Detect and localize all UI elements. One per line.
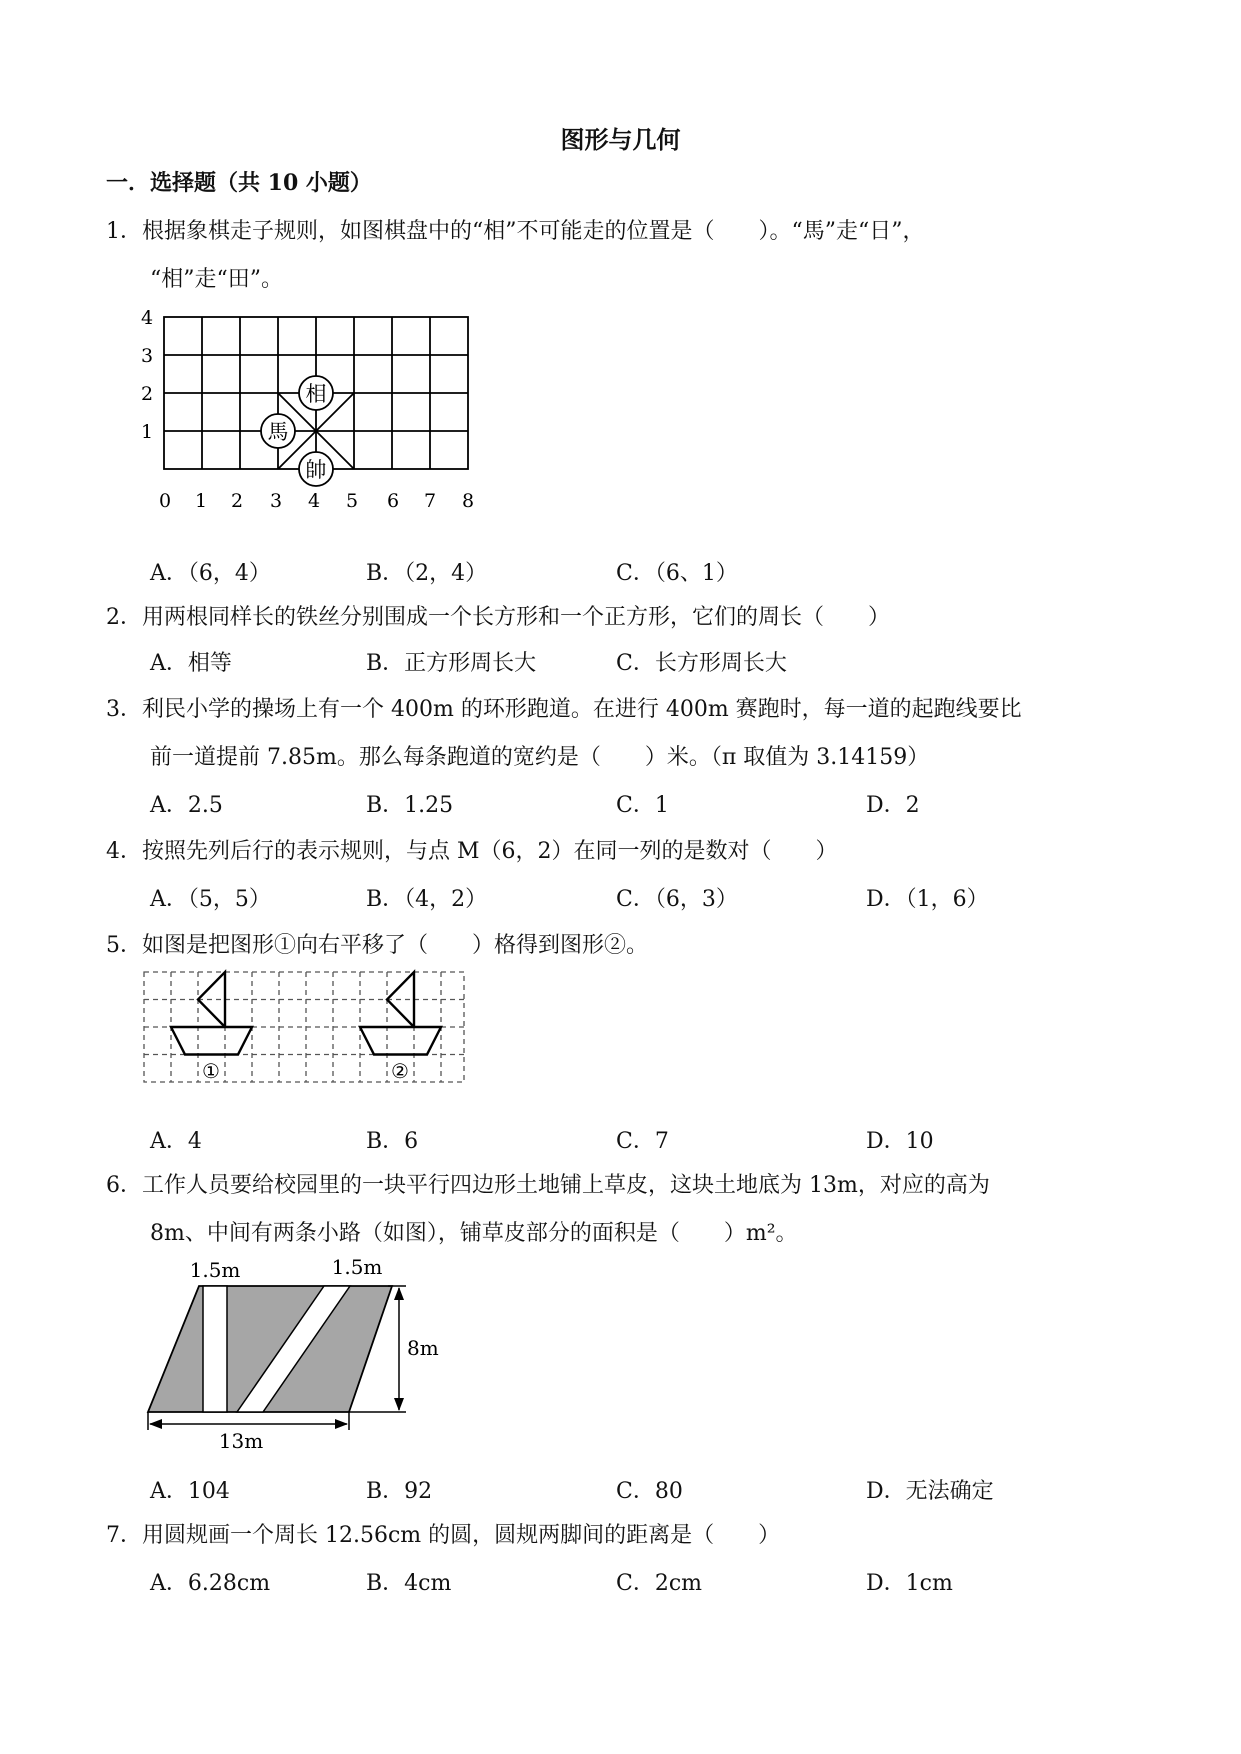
x-tick: 7: [423, 490, 437, 512]
label-path-width-2: 1.5m: [331, 1255, 383, 1279]
option-d[interactable]: D．无法确定: [866, 1479, 994, 1504]
x-tick: 5: [345, 490, 359, 512]
option-d[interactable]: D．（1，6）: [866, 887, 989, 912]
page-title: 图形与几何: [560, 125, 681, 154]
shape-1: [171, 972, 252, 1055]
svg-text:馬: 馬: [267, 420, 289, 444]
option-b[interactable]: B．正方形周长大: [366, 651, 537, 676]
option-a[interactable]: A．（6，4）: [150, 561, 271, 586]
label-path-width-1: 1.5m: [189, 1258, 241, 1282]
x-tick: 1: [194, 490, 208, 512]
question-text: 2．用两根同样长的铁丝分别围成一个长方形和一个正方形，它们的周长（ ）: [106, 605, 890, 630]
label-shape-1: ①: [202, 1059, 220, 1083]
option-b[interactable]: B．1.25: [366, 793, 454, 818]
x-tick: 4: [307, 490, 321, 512]
option-a[interactable]: A．104: [150, 1479, 230, 1504]
translation-figure: [140, 968, 470, 1086]
question-text-cont: 8m、中间有两条小路（如图），铺草皮部分的面积是（ ）m²。: [150, 1221, 798, 1246]
option-a[interactable]: A．相等: [150, 651, 232, 676]
piece-ma: [261, 414, 295, 448]
label-shape-2: ②: [391, 1059, 409, 1083]
question-text: 1．根据象棋走子规则，如图棋盘中的“相”不可能走的位置是（ ）。“馬”走“日”，: [106, 219, 925, 244]
option-b[interactable]: B．6: [366, 1129, 419, 1154]
chess-board-figure: [128, 300, 488, 520]
x-tick: 0: [158, 490, 172, 512]
question-text: 4．按照先列后行的表示规则，与点 M（6，2）在同一列的是数对（ ）: [106, 839, 838, 864]
label-base: 13m: [218, 1429, 264, 1450]
option-c[interactable]: C．7: [616, 1129, 669, 1154]
y-tick: 4: [141, 307, 154, 329]
x-tick: 6: [386, 490, 400, 512]
question-text-cont: 前一道提前 7.85m。那么每条跑道的宽约是（ ）米。（π 取值为 3.14159）: [150, 745, 930, 770]
option-a[interactable]: A．6.28cm: [150, 1571, 271, 1596]
y-tick: 3: [141, 345, 154, 367]
option-d[interactable]: D．2: [866, 793, 920, 818]
option-b[interactable]: B．（2，4）: [366, 561, 488, 586]
option-a[interactable]: A．（5，5）: [150, 887, 271, 912]
y-tick: 1: [141, 421, 154, 443]
option-c[interactable]: C．80: [616, 1479, 683, 1504]
piece-shuai: [299, 452, 333, 486]
question-text-cont: “相”走“田”。: [150, 267, 283, 292]
option-c[interactable]: C．长方形周长大: [616, 651, 787, 676]
label-height: 8m: [407, 1336, 439, 1360]
option-c[interactable]: C．（6、1）: [616, 561, 738, 586]
y-tick: 2: [141, 383, 154, 405]
svg-text:帥: 帥: [305, 458, 327, 482]
x-tick: 8: [461, 490, 475, 512]
section-heading: 一．选择题（共 10 小题）: [106, 170, 372, 196]
question-text: 7．用圆规画一个周长 12.56cm 的圆，圆规两脚间的距离是（ ）: [106, 1523, 781, 1548]
x-tick: 2: [230, 490, 244, 512]
shape-2: [360, 972, 441, 1055]
parallelogram-figure: [135, 1250, 475, 1450]
option-d[interactable]: D．10: [866, 1129, 934, 1154]
question-text: 6．工作人员要给校园里的一块平行四边形土地铺上草皮，这块土地底为 13m，对应的高为: [106, 1173, 990, 1198]
option-a[interactable]: A．2.5: [150, 793, 223, 818]
option-c[interactable]: C．2cm: [616, 1571, 703, 1596]
option-a[interactable]: A．4: [150, 1129, 202, 1154]
x-tick: 3: [269, 490, 283, 512]
piece-xiang: [299, 376, 333, 410]
option-d[interactable]: D．1cm: [866, 1571, 953, 1596]
question-text: 5．如图是把图形①向右平移了（ ）格得到图形②。: [106, 933, 648, 958]
option-b[interactable]: B．4cm: [366, 1571, 452, 1596]
svg-text:相: 相: [305, 382, 327, 406]
option-b[interactable]: B．92: [366, 1479, 433, 1504]
option-c[interactable]: C．1: [616, 793, 669, 818]
option-c[interactable]: C．（6，3）: [616, 887, 738, 912]
question-text: 3．利民小学的操场上有一个 400m 的环形跑道。在进行 400m 赛跑时，每一道的起跑线要比: [106, 697, 1022, 722]
option-b[interactable]: B．（4，2）: [366, 887, 488, 912]
